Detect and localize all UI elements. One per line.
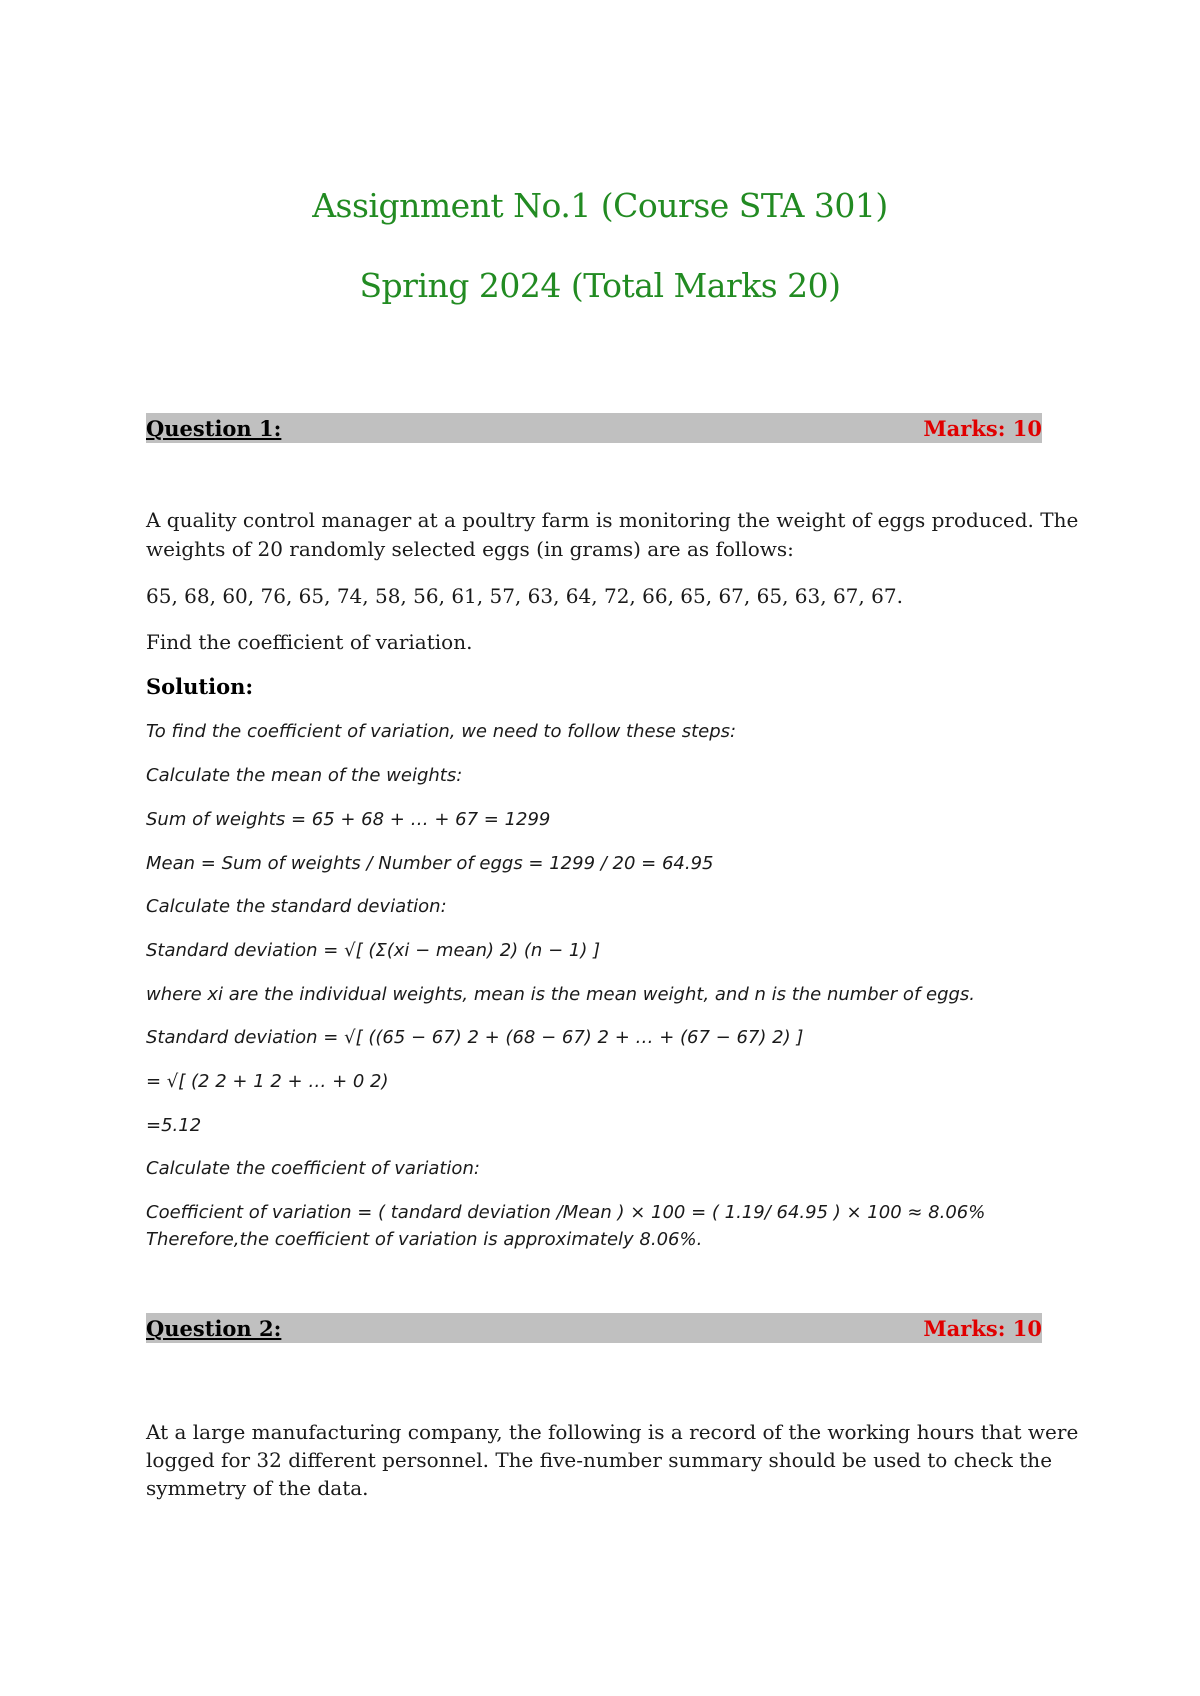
solution-sd-squares: = √[ (2 2 + 1 2 + … + 0 2) (146, 1071, 389, 1092)
question-1-marks: Marks: 10 (923, 416, 1042, 441)
question-2-marks: Marks: 10 (923, 1316, 1042, 1341)
solution-cv-formula: Coefficient of variation = ( tandard deviation /Mean ) × 100 = ( 1.19/ 64.95 ) × 100 ≈ 8.06% (146, 1202, 986, 1223)
solution-sd-result: =5.12 (146, 1115, 202, 1136)
solution-step-intro: To find the coefficient of variation, we need to follow these steps: (146, 721, 737, 742)
semester-title: Spring 2024 (Total Marks 20) (359, 266, 841, 305)
question-2-header (146, 1313, 1042, 1343)
solution-sd-formula: Standard deviation = √[ (Σ(xi − mean) 2) (n − 1) ] (146, 940, 601, 961)
question-1-text-line-2: weights of 20 randomly selected eggs (in grams) are as follows: (146, 537, 794, 561)
question-1-text-line-1: A quality control manager at a poultry farm is monitoring the weight of eggs produced. The (146, 508, 1079, 532)
solution-label: Solution: (146, 674, 254, 699)
assignment-title: Assignment No.1 (Course STA 301) (312, 186, 888, 225)
question-2-text-line-2: logged for 32 different personnel. The five-number summary should be used to check the (146, 1448, 1053, 1472)
question-1-prompt: Find the coefficient of variation. (146, 630, 473, 654)
question-1-label: Question 1: (146, 416, 282, 441)
question-2-text-line-1: At a large manufacturing company, the following is a record of the working hours that were (146, 1420, 1079, 1444)
solution-sd-substitution: Standard deviation = √[ ((65 − 67) 2 + (68 − 67) 2 + … + (67 − 67) 2) ] (146, 1027, 804, 1048)
solution-sd-legend: where xi are the individual weights, mean is the mean weight, and n is the number of eggs. (146, 984, 976, 1005)
solution-conclusion: Therefore,the coefficient of variation is approximately 8.06%. (146, 1229, 703, 1250)
question-1-header (146, 413, 1042, 443)
solution-sum: Sum of weights = 65 + 68 + … + 67 = 1299 (146, 809, 551, 830)
question-2-label: Question 2: (146, 1316, 282, 1341)
solution-cv-heading: Calculate the coefficient of variation: (146, 1158, 480, 1179)
solution-sd-heading: Calculate the standard deviation: (146, 896, 447, 917)
question-1-data: 65, 68, 60, 76, 65, 74, 58, 56, 61, 57, 63, 64, 72, 66, 65, 67, 65, 63, 67, 67. (146, 584, 903, 608)
solution-mean: Mean = Sum of weights / Number of eggs = 1299 / 20 = 64.95 (146, 853, 714, 874)
solution-mean-heading: Calculate the mean of the weights: (146, 765, 463, 786)
question-2-text-line-3: symmetry of the data. (146, 1476, 369, 1500)
